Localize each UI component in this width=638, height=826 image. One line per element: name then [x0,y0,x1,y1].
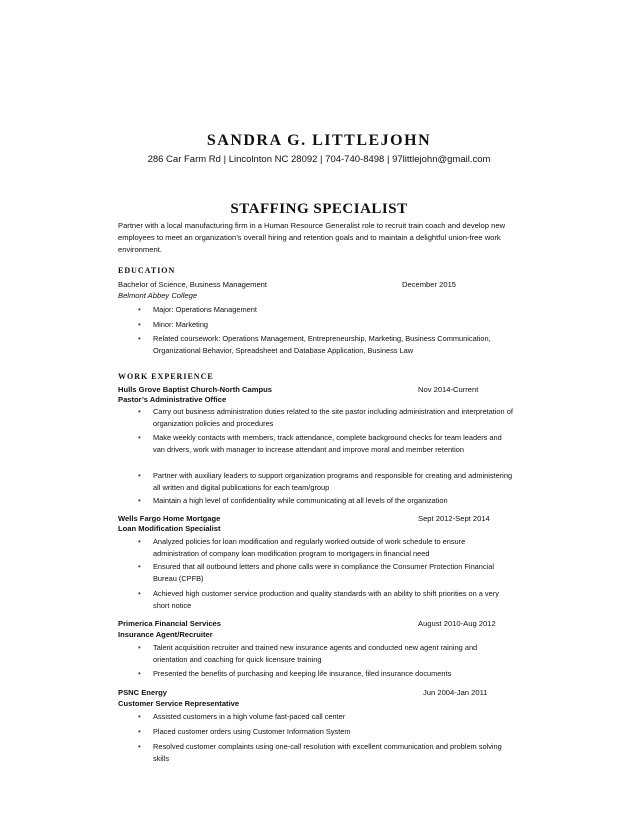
list-item: Minor: Marketing [153,320,209,329]
list-item: Carry out business administration duties related to the site pastor including administration and interpretation of organization policies and procedures [153,407,513,428]
bullet-icon: • [138,712,141,721]
bullet-icon: • [138,471,141,480]
education-degree-row [118,279,518,290]
employer: Hulls Grove Baptist Church-North Campus [118,385,272,394]
job-dates: Nov 2014-Current [418,385,479,394]
employer: Wells Fargo Home Mortgage [118,514,221,523]
candidate-name: SANDRA G. LITTLEJOHN [206,132,432,149]
education-heading: EDUCATION [118,266,176,275]
employer: Primerica Financial Services [118,619,221,628]
list-item: Assisted customers in a high volume fast-paced call center [153,712,346,721]
bullet-icon: • [138,320,141,329]
bullet-icon: • [138,643,141,652]
list-item: Major: Operations Management [153,305,257,314]
job-title: STAFFING SPECIALIST [230,201,408,217]
degree: Bachelor of Science, Business Management [118,280,268,289]
job-role: Customer Service Representative [118,699,240,708]
bullet-icon: • [138,496,141,505]
list-item: Partner with auxiliary leaders to support organization programs and responsible for creating and administering all written and digital publications for each team/group [153,471,513,492]
job-dates: Jun 2004-Jan 2011 [423,688,488,697]
employer: PSNC Energy [118,688,167,697]
summary-paragraph: Partner with a local manufacturing firm in a Human Resource Generalist role to recruit train coach and develop new employees to meet an organization’s overall hiring and retention goals and to maintain a delightful union-free work environment. [118,221,506,254]
list-item: Ensured that all outbound letters and phone calls were in compliance the Consumer Protection Financial Bureau (CPFB) [153,562,494,583]
job-role: Pastor’s Administrative Office [118,395,227,404]
list-item: Resolved customer complaints using one-call resolution with excellent communication and problem solving skills [153,742,502,763]
bullet-icon: • [138,562,141,571]
experience-heading: WORK EXPERIENCE [118,372,214,381]
bullet-icon: • [138,669,141,678]
bullet-icon: • [138,742,141,751]
job-header [118,618,518,629]
school-name: Belmont Abbey College [118,291,198,300]
job-header [118,687,518,698]
list-item: Related coursework: Operations Management, Entrepreneurship, Marketing, Business Communication, Organizational Behavior, Spreadsheet and Database Application, Business Law [153,334,491,355]
list-item: Talent acquisition recruiter and trained new insurance agents and conducted new agent raining and orientation and coaching for quick licensure training [153,643,478,664]
job-dates: August 2010-Aug 2012 [418,619,496,628]
job-role: Loan Modification Specialist [118,524,221,533]
job-role: Insurance Agent/Recruiter [118,630,213,639]
contact-line: 286 Car Farm Rd | Lincolnton NC 28092 | 704-740-8498 | 97littlejohn@gmail.com [147,154,491,165]
job-dates: Sept 2012-Sept 2014 [418,514,490,523]
graduation-date: December 2015 [402,280,457,289]
list-item: Make weekly contacts with members, track attendance, complete background checks for team leaders and van drivers, work with manager to increase attendant and improve moral and member retention [153,433,502,454]
bullet-icon: • [138,407,141,416]
list-item: Placed customer orders using Customer Information System [153,727,351,736]
bullet-icon: • [138,589,141,598]
bullet-icon: • [138,334,141,343]
list-item: Presented the benefits of purchasing and keeping life insurance, filed insurance documents [153,669,452,678]
list-item: Achieved high customer service production and quality standards with an ability to shift priorities on a very short notice [153,589,499,610]
bullet-icon: • [138,727,141,736]
list-item: Analyzed policies for loan modification and regularly worked outside of work schedule to ensure administration of company loan modification program to mortgagers in financial need [153,537,466,558]
list-item: Maintain a high level of confidentiality while communicating at all levels of the organization [153,496,448,505]
bullet-icon: • [138,433,141,442]
bullet-icon: • [138,305,141,314]
bullet-icon: • [138,537,141,546]
